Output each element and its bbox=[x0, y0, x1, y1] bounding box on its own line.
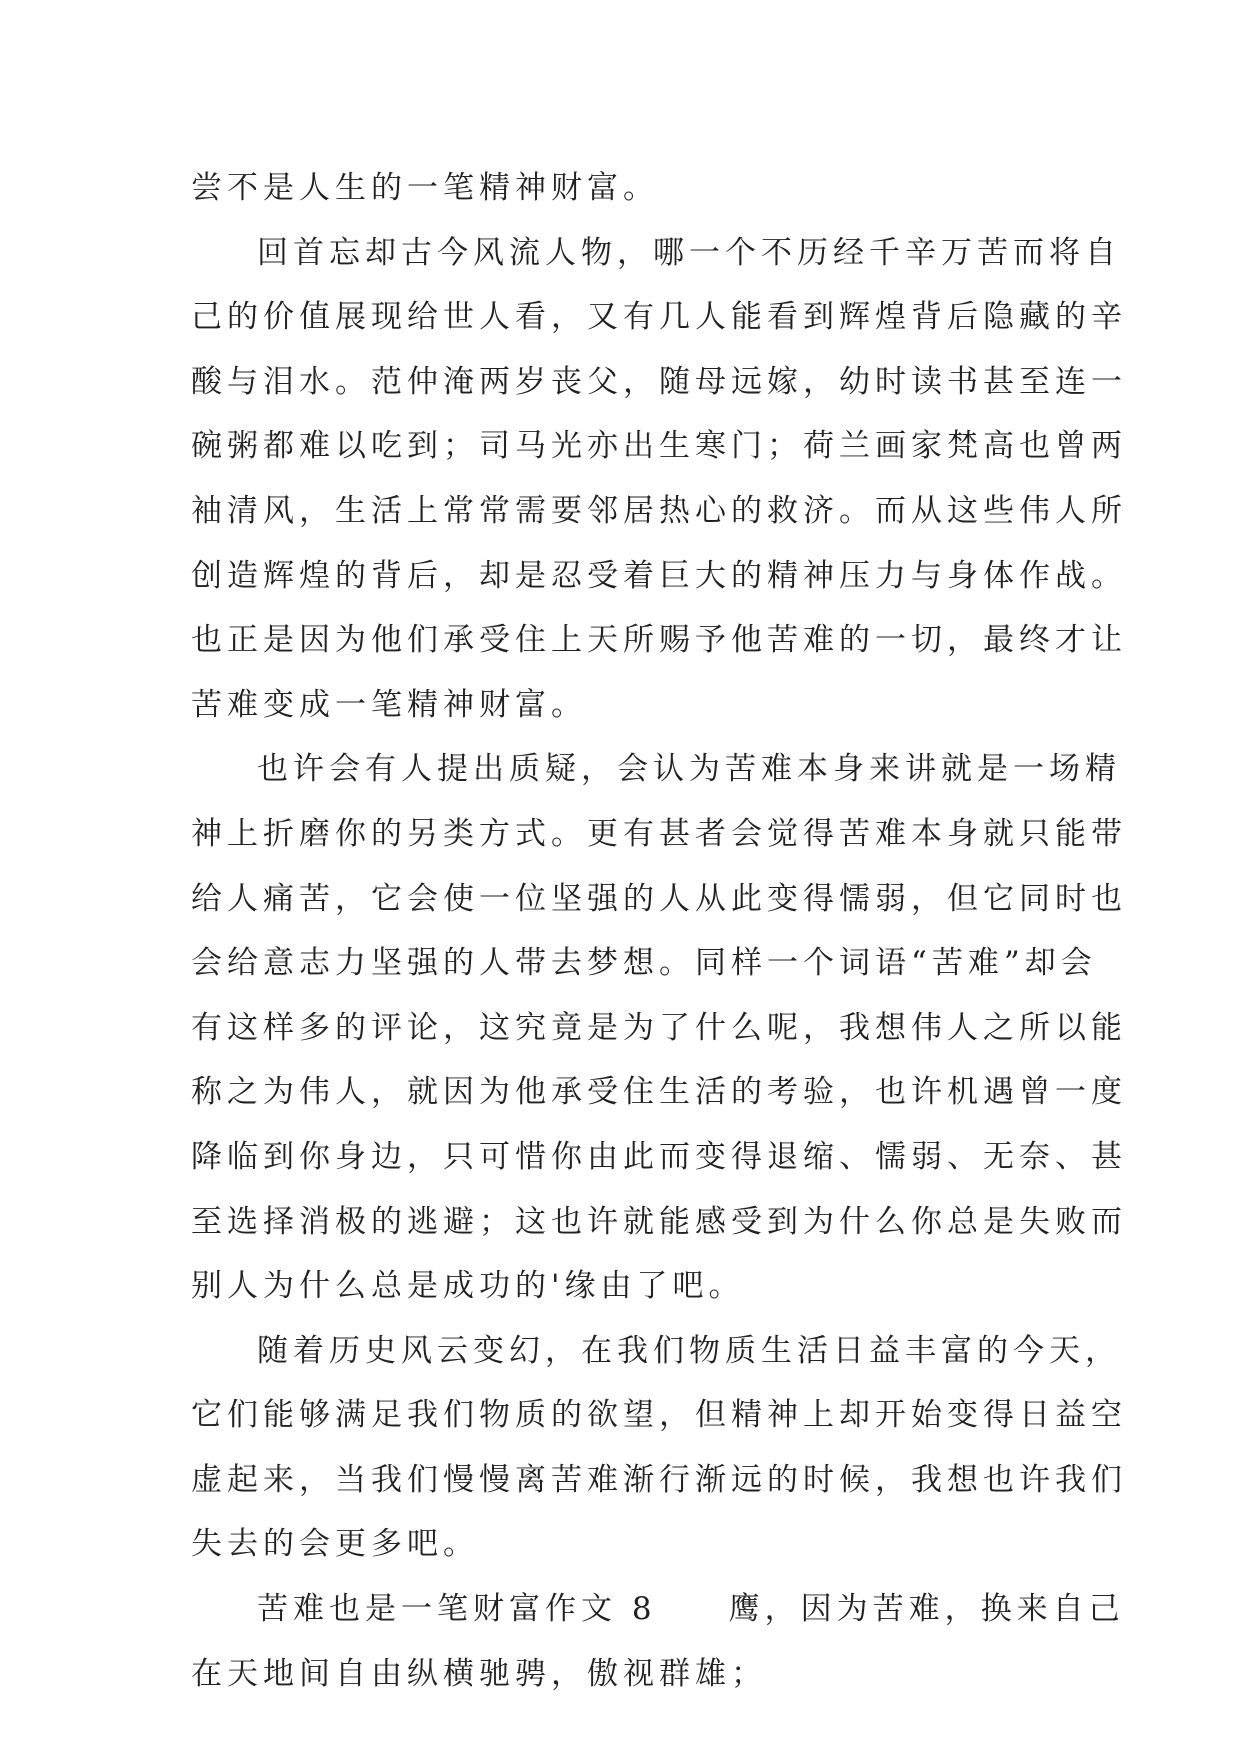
text-line: 别人为什么总是成功的'缘由了吧。 bbox=[191, 1268, 745, 1305]
text-line: 随着历史风云变幻，在我们物质生活日益丰富的今天， bbox=[257, 1332, 1121, 1369]
document-body bbox=[191, 156, 1127, 1706]
text-line: 会给意志力坚强的人带去梦想。同样一个词语“苦难”却会 bbox=[191, 945, 1097, 982]
text-line: 回首忘却古今风流人物，哪一个不历经千辛万苦而将自 bbox=[257, 234, 1121, 271]
text-line: 降临到你身边，只可惜你由此而变得退缩、懦弱、无奈、甚 bbox=[191, 1138, 1127, 1175]
text-line: 有这样多的评论，这究竟是为了什么呢，我想伟人之所以能 bbox=[191, 1009, 1127, 1046]
text-line: 虚起来，当我们慢慢离苦难渐行渐远的时候，我想也许我们 bbox=[191, 1461, 1127, 1498]
text-line: 它们能够满足我们物质的欲望，但精神上却开始变得日益空 bbox=[191, 1397, 1127, 1434]
text-line: 碗粥都难以吃到；司马光亦出生寒门；荷兰画家梵高也曾两 bbox=[191, 428, 1127, 465]
text-line: 袖清风，生活上常常需要邻居热心的救济。而从这些伟人所 bbox=[191, 492, 1127, 529]
text-line: 在天地间自由纵横驰骋，傲视群雄； bbox=[191, 1655, 767, 1692]
text-line: 苦难变成一笔精神财富。 bbox=[191, 686, 587, 723]
text-line: 称之为伟人，就因为他承受住生活的考验，也许机遇曾一度 bbox=[191, 1074, 1127, 1111]
text-line: 酸与泪水。范仲淹两岁丧父，随母远嫁，幼时读书甚至连一 bbox=[191, 363, 1127, 400]
text-line: 也正是因为他们承受住上天所赐予他苦难的一切，最终才让 bbox=[191, 622, 1127, 659]
text-line: 至选择消极的逃避；这也许就能感受到为什么你总是失败而 bbox=[191, 1203, 1127, 1240]
text-line: 失去的会更多吧。 bbox=[191, 1526, 479, 1563]
text-line: 神上折磨你的另类方式。更有甚者会觉得苦难本身就只能带 bbox=[191, 815, 1127, 852]
text-line: 给人痛苦，它会使一位坚强的人从此变得懦弱，但它同时也 bbox=[191, 880, 1127, 917]
text-line: 己的价值展现给世人看，又有几人能看到辉煌背后隐藏的辛 bbox=[191, 299, 1127, 336]
text-line: 创造辉煌的背后，却是忍受着巨大的精神压力与身体作战。 bbox=[191, 557, 1127, 594]
text-line: 苦难也是一笔财富作文 8 鹰，因为苦难，换来自己 bbox=[257, 1591, 1125, 1628]
text-line: 也许会有人提出质疑，会认为苦难本身来讲就是一场精 bbox=[257, 751, 1121, 788]
text-line: 尝不是人生的一笔精神财富。 bbox=[191, 170, 659, 206]
